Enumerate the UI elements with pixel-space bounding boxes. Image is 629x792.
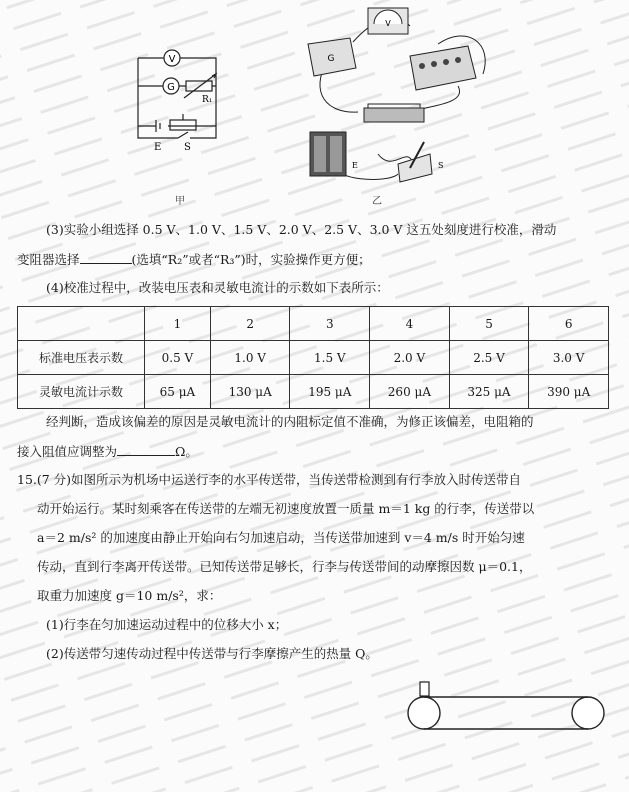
conclusion-line2 — [17, 443, 198, 460]
p15-line3: a＝2 m/s² 的加速度由静止开始向右匀加速启动，当传送带加速到 v＝4 m/s 时开始匀速 — [37, 530, 525, 545]
p15-question2: (2)传送带匀速传动过程中传送带与行李摩擦产生的热量 Q。 — [46, 646, 378, 661]
table-cell: 2.5 V — [449, 341, 529, 375]
q3-line2-pre: 变阻器选择 — [17, 252, 80, 267]
table-cell: 1.0 V — [210, 341, 290, 375]
table-cell: 灵敏电流计示数 — [18, 375, 145, 409]
table-cell: 3.0 V — [529, 341, 609, 375]
p15-line5: 取重力加速度 g＝10 m/s²，求： — [37, 588, 222, 603]
p15-line4: 传动，直到行李离开传送带。已知传送带足够长，行李与传送带间的动摩擦因数 μ＝0.1， — [37, 559, 532, 574]
p15-line1: 15.(7 分)如图所示为机场中运送行李的水平传送带，当传送带检测到有行李放入时传送带自 — [17, 472, 522, 487]
q3-line2-post: (选填“R₂”或者“R₃”)时，实验操作更方便； — [131, 252, 371, 267]
apparatus-g-label: G — [327, 54, 335, 64]
table-cell: 195 μA — [290, 375, 370, 409]
table-cell: 标准电压表示数 — [18, 341, 145, 375]
conclusion-line1: 经判断，造成该偏差的原因是灵敏电流计的内阻标定值不准确，为修正该偏差，电阻箱的 — [46, 414, 534, 429]
meter-v-label: V — [168, 54, 176, 65]
apparatus-s-label: S — [438, 161, 444, 170]
table-row — [18, 375, 609, 409]
table-cell — [18, 307, 145, 341]
apparatus-figure-yi — [298, 4, 498, 190]
table-cell: 2.0 V — [370, 341, 450, 375]
table-cell: 325 μA — [449, 375, 529, 409]
circuit-diagram-jia — [128, 40, 228, 160]
calibration-table — [17, 306, 609, 409]
conveyor-belt-figure — [404, 680, 610, 736]
luggage-block — [420, 682, 429, 696]
conclusion-line2-pre: 接入阻值应调整为 — [17, 444, 118, 459]
table-header-row — [18, 307, 609, 341]
apparatus-e-label: E — [352, 161, 358, 170]
apparatus-v-label: V — [385, 19, 391, 28]
q4-line: (4)校准过程中，改装电压表和灵敏电流计的示数如下表所示： — [46, 280, 389, 295]
table-cell: 1 — [145, 307, 211, 341]
table-cell: 2 — [210, 307, 290, 341]
figure-jia-caption: 甲 — [175, 196, 185, 207]
switch-label: S — [184, 142, 191, 153]
q3-line2 — [17, 251, 371, 268]
q3-line1: (3)实验小组选择 0.5 V、1.0 V、1.5 V、2.0 V、2.5 V、3.0 V 这五处刻度进行校准，滑动 — [46, 222, 557, 237]
battery-label: E — [154, 142, 162, 153]
table-cell: 4 — [370, 307, 450, 341]
table-cell: 390 μA — [529, 375, 609, 409]
table-cell: 0.5 V — [145, 341, 211, 375]
table-cell: 3 — [290, 307, 370, 341]
table-cell: 1.5 V — [290, 341, 370, 375]
figure-yi-caption: 乙 — [372, 196, 382, 207]
table-cell: 130 μA — [210, 375, 290, 409]
answer-blank-rheostat[interactable] — [80, 251, 132, 264]
belt — [424, 697, 588, 729]
p15-question1: (1)行李在匀加速运动过程中的位移大小 x； — [46, 617, 288, 632]
table-cell: 65 μA — [145, 375, 211, 409]
p15-line2: 动开始运行。某时刻乘客在传送带的左端无初速度放置一质量 m＝1 kg 的行李，传送带以 — [37, 501, 535, 516]
answer-blank-resistance[interactable] — [117, 443, 175, 456]
table-cell: 5 — [449, 307, 529, 341]
left-pulley — [408, 697, 440, 729]
meter-g-label: G — [167, 82, 175, 93]
right-pulley — [572, 697, 604, 729]
resistor-label: R₁ — [202, 95, 213, 105]
table-cell: 6 — [529, 307, 609, 341]
conclusion-line2-post: Ω。 — [175, 444, 198, 459]
table-row — [18, 341, 609, 375]
table-cell: 260 μA — [370, 375, 450, 409]
